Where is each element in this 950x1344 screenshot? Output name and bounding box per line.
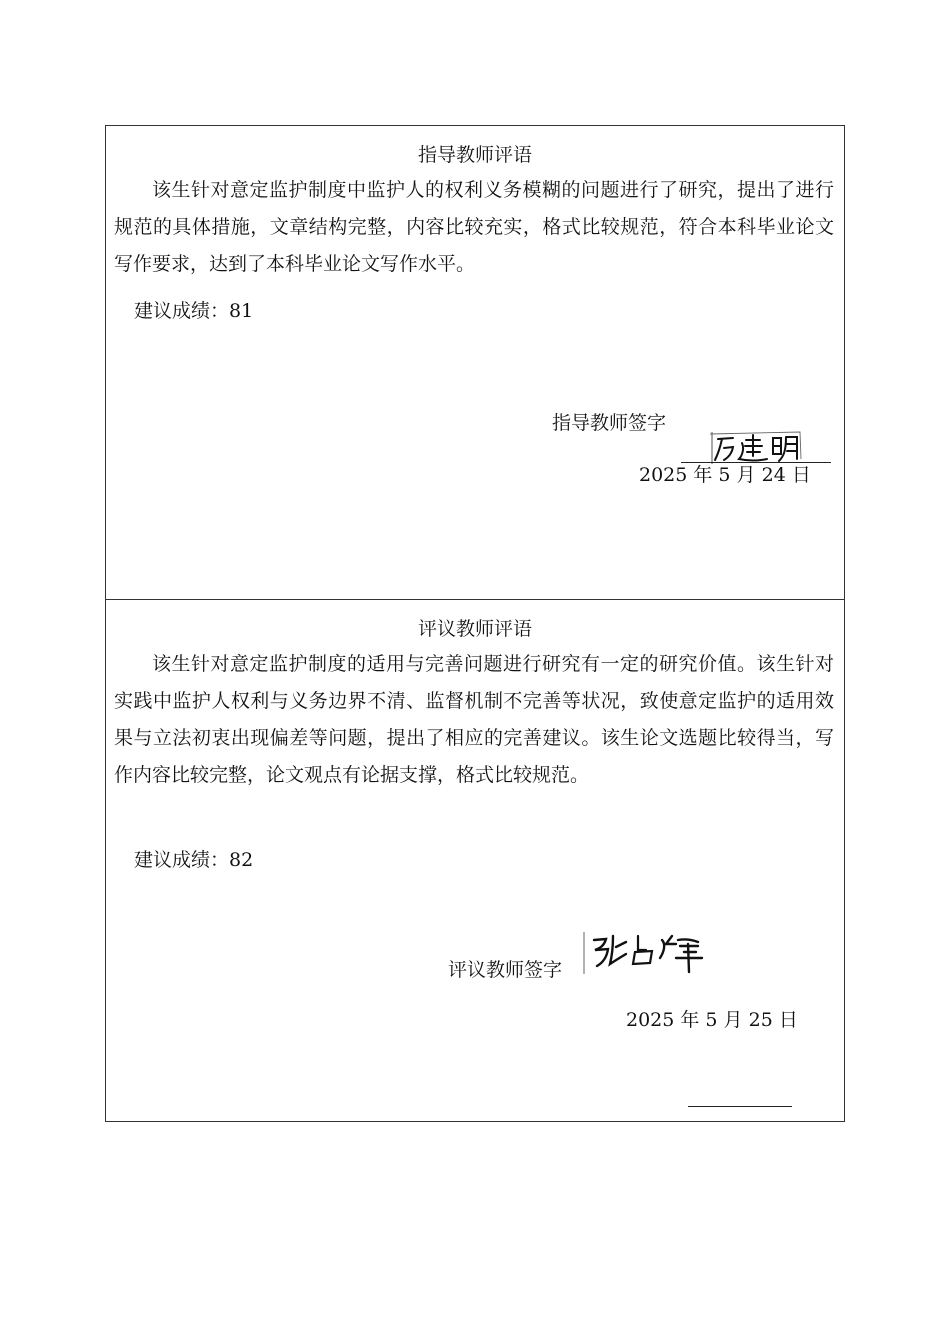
reviewer-heading: 评议教师评语 [417,618,532,640]
advisor-signature-label: 指导教师签字 [552,412,667,434]
reviewer-comment-section [106,600,844,1121]
reviewer-comment: 该生针对意定监护制度的适用与完善问题进行研究有一定的研究价值。该生针对实践中监护人权利与义务边界不清、监督机制不完善等状况，致使意定监护的适用效果与立法初衷出现偏差等问题，提出了相应的完善建议。该生论文选题比较得当，写作内容比较完整，论文观点有论据支撑，格式比较规范。 [114,653,834,786]
evaluation-form-table [105,125,845,1122]
advisor-date: 2025 年 5 月 24 日 [639,464,811,486]
reviewer-signature-line [688,1106,792,1107]
reviewer-signature-image [580,930,720,978]
advisor-comment: 该生针对意定监护制度中监护人的权利义务模糊的问题进行了研究，提出了进行规范的具体措施，文章结构完整，内容比较充实，格式比较规范，符合本科毕业论文写作要求，达到了本科毕业论文写作水平。 [114,179,834,275]
advisor-comment-section [106,126,844,600]
advisor-heading: 指导教师评语 [417,144,532,166]
reviewer-signature-label: 评议教师签字 [448,959,563,981]
advisor-grade [134,296,253,323]
reviewer-grade [134,845,253,872]
reviewer-date: 2025 年 5 月 25 日 [626,1009,798,1031]
reviewer-grade-label: 建议成绩： [134,849,230,871]
advisor-grade-label: 建议成绩： [134,300,230,322]
advisor-grade-value: 81 [229,300,254,322]
reviewer-grade-value: 82 [229,849,254,871]
